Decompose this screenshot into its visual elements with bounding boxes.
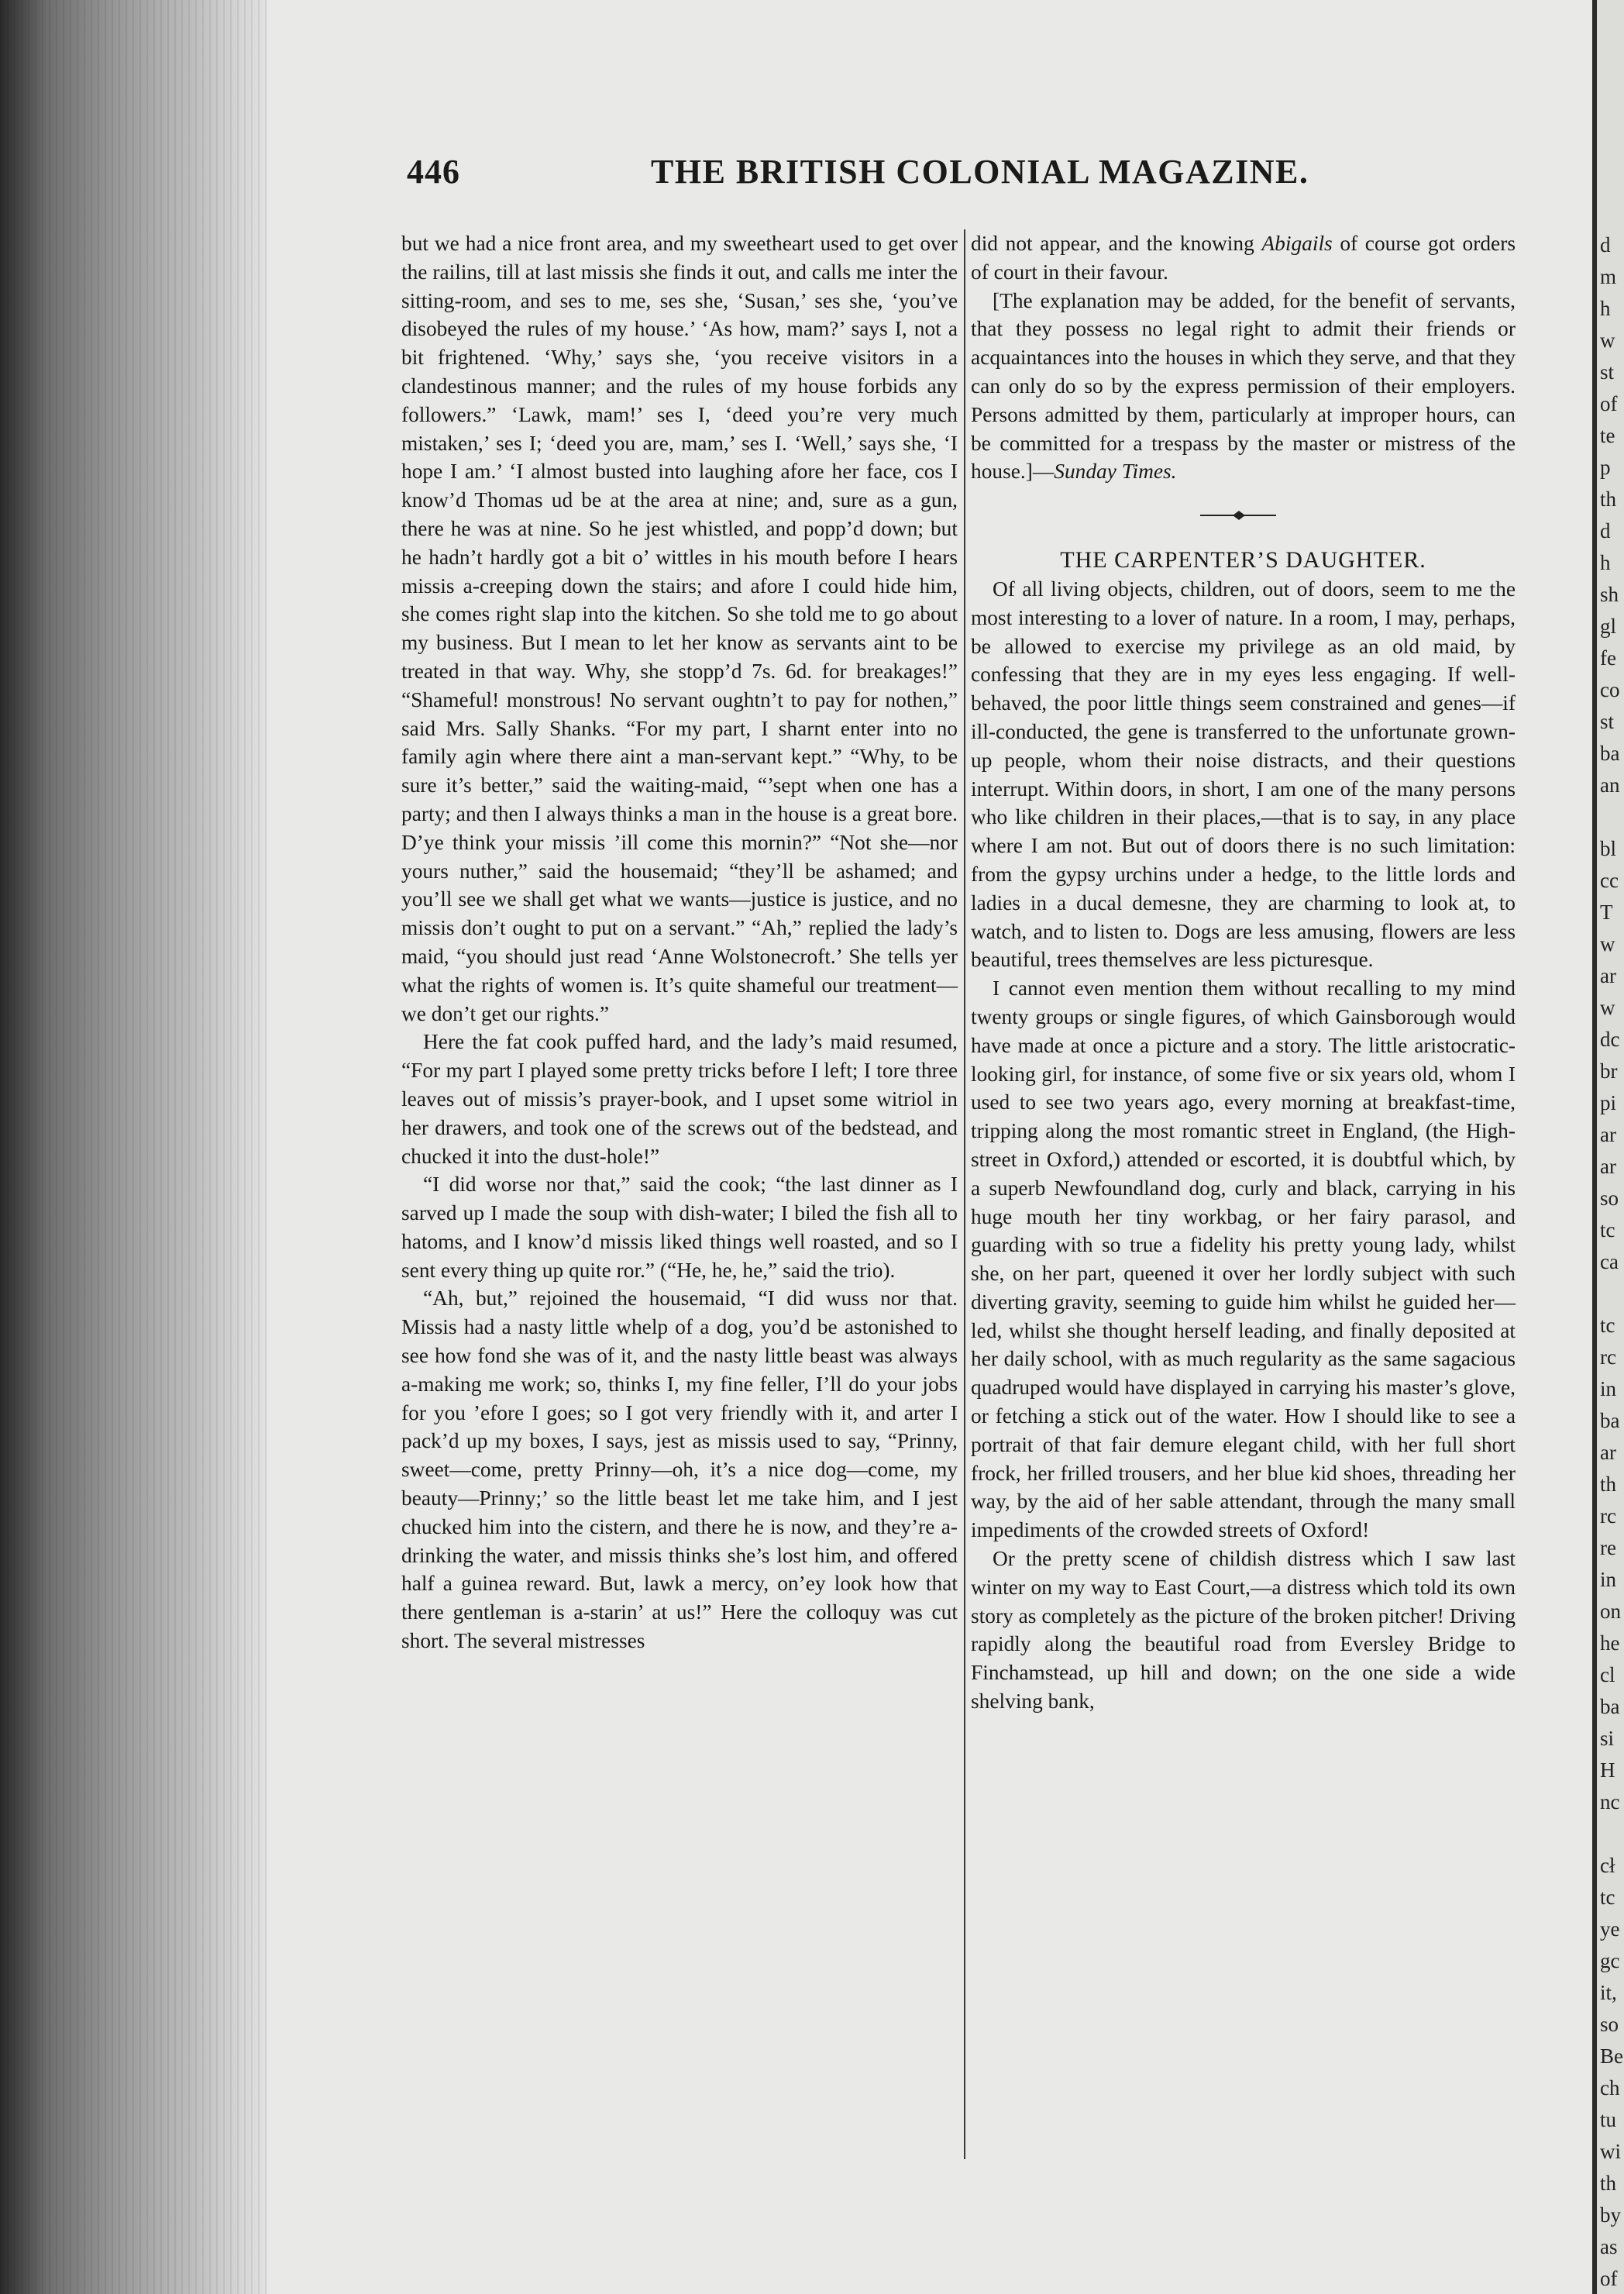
- facing-fragment: on: [1600, 1600, 1621, 1623]
- facing-fragment: w: [1600, 996, 1615, 1019]
- facing-fragment: co: [1600, 678, 1620, 701]
- facing-fragment: si: [1600, 1727, 1615, 1750]
- facing-fragment: cc: [1600, 869, 1619, 892]
- facing-fragment: ba: [1600, 742, 1620, 765]
- book-gutter: [0, 0, 267, 2294]
- paragraph: Of all living objects, children, out of doors, seem to me the most interesting to a lover of nature. In a room, I may, perhaps, be allowed to exercise my privilege as an old maid, by confessing that they are in my eyes less engaging. If well-behaved, the poor little things seem constrained and genes—if ill-conducted, the gene is transferred to the unfortunate grown-up people, whom their noise distracts, and their questions interrupt. Within doors, in short, I am one of the many persons who like children in their places,—that is to say, in any place where I am not. But out of doors there is no such limitation: from the gypsy urchins under a hedge, to the little lords and ladies in a ducal demesne, they are charming to look at, to watch, and to listen to. Dogs are less amusing, flowers are less beautiful, trees themselves are less picturesque.: [971, 577, 1516, 972]
- facing-fragment: sh: [1600, 583, 1619, 606]
- facing-fragment: cl: [1600, 1663, 1615, 1686]
- facing-fragment: by: [1600, 2203, 1621, 2227]
- facing-fragment: fe: [1600, 646, 1616, 670]
- facing-fragment: [1600, 1818, 1624, 1850]
- facing-fragment: H: [1600, 1758, 1615, 1782]
- facing-fragment: h: [1600, 297, 1611, 320]
- right-column: [971, 229, 1516, 1716]
- paragraph: “I did worse nor that,” said the cook; “the last dinner as I sarved up I made the soup with dish-water; I biled the fish all to hatoms, and I know’d missis liked things well roasted, and so I sent every thing up quite ror.” (“He, he, he,” said the trio).: [401, 1173, 958, 1282]
- facing-fragment: re: [1600, 1536, 1616, 1559]
- facing-fragment: cł: [1600, 1854, 1615, 1877]
- facing-fragment: rc: [1600, 1345, 1616, 1369]
- facing-fragment: in: [1600, 1568, 1617, 1591]
- facing-fragment: it,: [1600, 1981, 1617, 2004]
- facing-fragment: br: [1600, 1059, 1618, 1083]
- editorial-note: [971, 287, 1516, 487]
- facing-fragment: th: [1600, 1472, 1617, 1496]
- facing-fragment: d: [1600, 519, 1611, 542]
- facing-fragment: ar: [1600, 1155, 1616, 1178]
- facing-fragment: ar: [1600, 1123, 1616, 1146]
- facing-fragment: ca: [1600, 1250, 1619, 1273]
- facing-fragment: T: [1600, 901, 1613, 924]
- facing-fragment: p: [1600, 456, 1611, 479]
- facing-fragment: pi: [1600, 1091, 1617, 1114]
- facing-fragment: of: [1600, 2267, 1618, 2290]
- facing-fragment: w: [1600, 932, 1615, 956]
- paragraph: but we had a nice front area, and my sweetheart used to get over the railins, till at last missis she finds it out, and calls me inter the sitting-room, and ses to me, ses she, ‘Susan,’ ses she, ‘you’ve disobeyed the rules of my house.’ ‘As how, mam?’ says I, not a bit frightened. ‘Why,’ says she, ‘you receive visitors in a clandestinous manner; and the rules of my house forbids any followers.” ‘Lawk, mam!’ ses I, ‘deed you’re very much mistaken,’ ses I; ‘deed you are, mam,’ ses I. ‘Well,’ says she, ‘I hope I am.’ ‘I almost busted into laughing afore her face, cos I know’d Thomas ud be at the area at nine; and, sure as a gun, there he was at nine. So he jest whistled, and popp’d down; but he hadn’t hardly got a bit o’ wittles in his mouth before I hears missis a-creeping down the stairs; and afore I could hide him, she comes right slap into the kitchen. So she told me to go about my business. But I mean to let her know as servants aint to be treated in that way. Why, she stopp’d 7s. 6d. for breakages!” “Shameful! monstrous! No servant oughtn’t to pay for nothen,” said Mrs. Sally Shanks. “For my part, I sharnt enter into no family agin where there aint a man-servant kept.” “Why, to be sure it’s better,” said the waiting-maid, “’sept when one has a party; and then I always thinks a man in the house is a great bore. D’ye think your missis ’ill come this mornin?” “Not she—nor yours nuther,” said the housemaid; “they’ll be ashamed; and you’ll see we shall get what we wants—justice is justice, and no missis don’t ought to put on a servant.” “Ah,” replied the lady’s maid, “you should just read ‘Anne Wolstonecroft.’ She tells yer what the rights of women is. It’s quite shameful our treatment—we don’t get our rights.”: [401, 232, 958, 1025]
- facing-fragment: gl: [1600, 615, 1617, 638]
- facing-fragment: tu: [1600, 2108, 1617, 2131]
- facing-fragment: th: [1600, 2172, 1617, 2195]
- facing-fragment: wi: [1600, 2140, 1621, 2163]
- facing-fragment: ba: [1600, 1695, 1620, 1718]
- facing-fragment: ye: [1600, 1917, 1620, 1941]
- left-column: [401, 229, 958, 1655]
- italic-word: Abigails: [1261, 232, 1333, 255]
- facing-fragment: of: [1600, 392, 1618, 415]
- note-source: Sunday Times.: [1054, 460, 1177, 484]
- facing-fragment: gc: [1600, 1949, 1620, 1972]
- facing-fragment: so: [1600, 2013, 1619, 2036]
- paragraph: I cannot even mention them without recalling to my mind twenty groups or single figures, of which Gainsborough would have made at once a picture and a story. The little aristocratic-looking girl, for instance, of some five or six years old, whom I used to see two years ago, every morning at breakfast-time, tripping along the most romantic street in England, (the High-street in Oxford,) attended or escorted, it is doubtful which, by a superb Newfoundland dog, curly and black, carrying in his huge mouth her tiny workbag, or her fairy parasol, and guarding with so true a fidelity his pretty young lady, whilst she, on her part, queened it over her lordly subject with such diverting gravity, seeming to guide him whilst he guided her—led, whilst she thought herself leading, and finally deposited at her daily school, with as much regularity as the same sagacious quadruped would have displayed in carrying his master’s glove, or fetching a stick out of the water. How I should like to see a portrait of that fair demure elegant child, with her full short frock, her frilled trousers, and her blue kid shoes, threading her way, by the aid of her sable attendant, through the many small impediments of the crowded streets of Oxford!: [971, 976, 1516, 1542]
- column-rule: [964, 229, 965, 2159]
- facing-fragment: bl: [1600, 837, 1617, 860]
- facing-fragment: Be: [1600, 2044, 1623, 2068]
- section-ornament: [971, 486, 1516, 546]
- facing-fragment: st: [1600, 360, 1615, 384]
- facing-fragment: d: [1600, 233, 1611, 257]
- page-number: 446: [407, 153, 460, 191]
- section-heading: THE CARPENTER’S DAUGHTER.: [1060, 547, 1426, 574]
- facing-page-fragments: [1597, 229, 1624, 2294]
- facing-fragment: w: [1600, 329, 1615, 352]
- facing-fragment: rc: [1600, 1504, 1616, 1528]
- facing-fragment: in: [1600, 1377, 1617, 1400]
- facing-fragment: st: [1600, 710, 1615, 733]
- facing-fragment: he: [1600, 1631, 1620, 1655]
- facing-fragment: ar: [1600, 1441, 1616, 1464]
- facing-fragment: ch: [1600, 2076, 1620, 2099]
- facing-fragment: so: [1600, 1187, 1619, 1210]
- facing-fragment: [1600, 1278, 1624, 1310]
- running-head: [407, 152, 1515, 198]
- facing-fragment: ba: [1600, 1409, 1620, 1432]
- facing-fragment: tc: [1600, 1218, 1615, 1242]
- magazine-title: THE BRITISH COLONIAL MAGAZINE.: [651, 153, 1309, 191]
- ornament-rule-icon: [1196, 508, 1281, 523]
- facing-fragment: th: [1600, 487, 1617, 511]
- facing-page-edge: [1592, 0, 1624, 2294]
- facing-fragment: tc: [1600, 1314, 1615, 1337]
- facing-fragment: te: [1600, 424, 1615, 447]
- paragraph: “Ah, but,” rejoined the housemaid, “I did wuss nor that. Missis had a nasty little whelp of a dog, you’d be astonished to see how fond she was of it, and the nasty little beast was always a-making me work; so, thinks I, my fine feller, I’ll do your jobs for you ’efore I goes; so I got very friendly with it, and arter I pack’d up my boxes, I says, jest as missis used to say, “Prinny, sweet—come, pretty Prinny—oh, it’s a nice dog—come, my beauty—Prinny;’ so the little beast let me take him, and I jest chucked him into the cistern, and there he is now, and they’re a-drinking the water, and missis thinks she’s lost him, and offered half a guinea reward. But, lawk a mercy, on’ey look how that there gentleman is a-starin’ at us!” Here the colloquy was cut short. The several mistresses: [401, 1286, 958, 1653]
- facing-fragment: h: [1600, 551, 1611, 574]
- facing-fragment: tc: [1600, 1886, 1615, 1909]
- facing-fragment: [1600, 801, 1624, 833]
- paragraph: Or the pretty scene of childish distress which I saw last winter on my way to East Court,—a distress which told its own story as completely as the picture of the broken pitcher! Driving rapidly along the beautiful road from Eversley Bridge to Finchamstead, up hill and down; on the one side a wide shelving bank,: [971, 1547, 1516, 1714]
- facing-fragment: as: [1600, 2235, 1618, 2258]
- facing-fragment: dc: [1600, 1028, 1620, 1051]
- paragraph: Here the fat cook puffed hard, and the lady’s maid resumed, “For my part I played some pretty tricks before I left; I tore three leaves out of missis’s prayer-book, and I upset some witriol in her drawers, and took one of the screws out of the bedstead, and chucked it into the dust-hole!”: [401, 1030, 958, 1168]
- facing-fragment: ar: [1600, 964, 1616, 987]
- facing-fragment: an: [1600, 773, 1620, 797]
- facing-fragment: m: [1600, 265, 1617, 288]
- facing-fragment: nc: [1600, 1790, 1620, 1814]
- continuation-paragraph: did not appear, and the knowing Abigails of course got orders of court in their favour.: [971, 232, 1516, 284]
- note-text: [The explanation may be added, for the benefit of servants, that they possess no legal right to admit their friends or acquaintances into the houses in which they serve, and that they can only do so by the express permission of their employers. Persons admitted by them, particularly at improper hours, can be committed for a trespass by the master or mistress of the house.]—: [971, 288, 1516, 484]
